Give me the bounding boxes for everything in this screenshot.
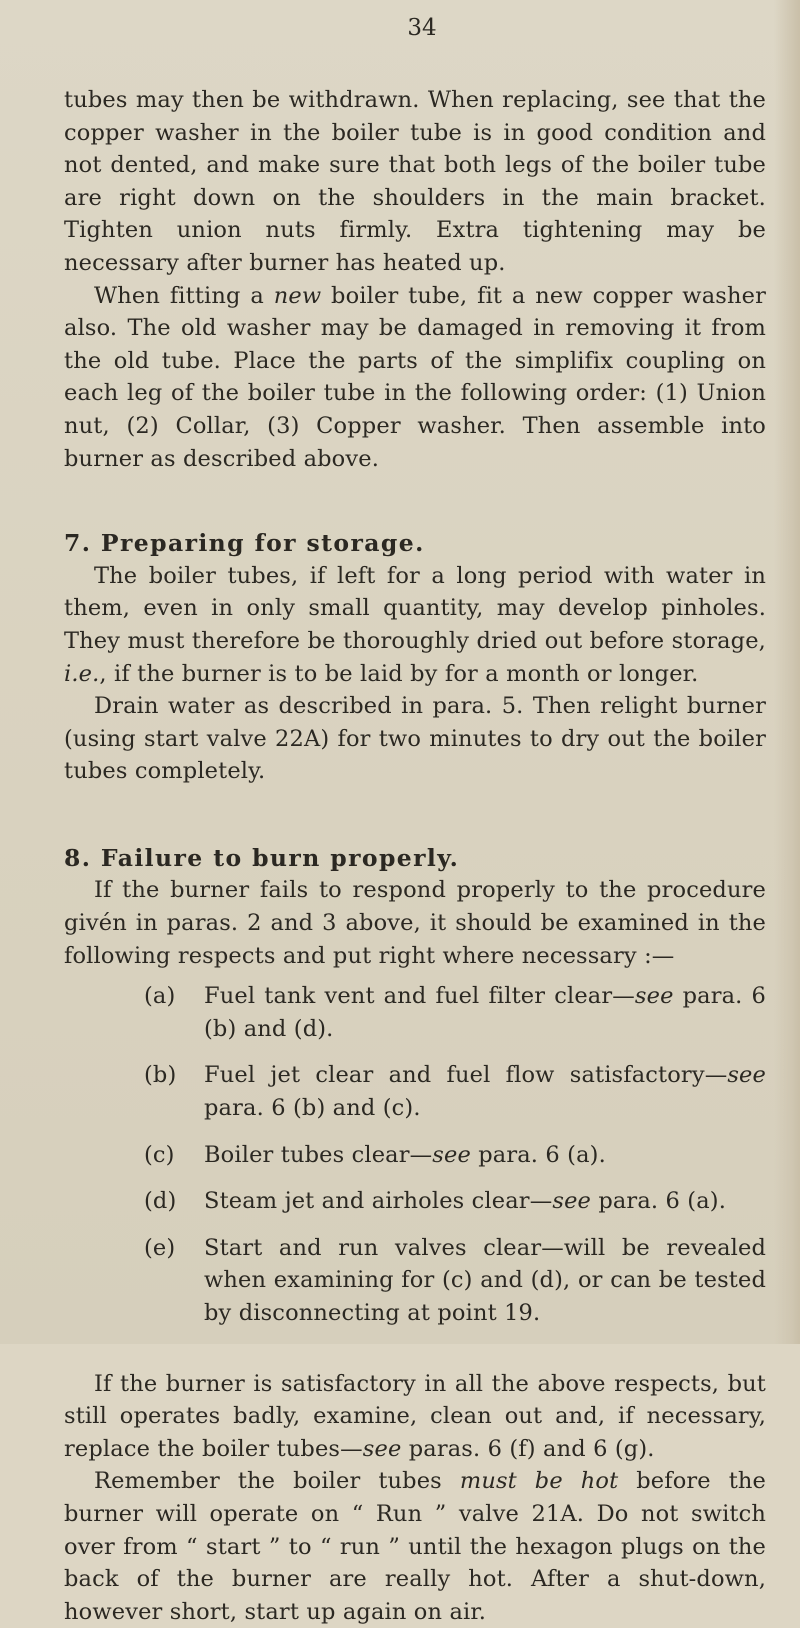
- intro-paragraph: tubes may then be withdrawn. When replacing, see that the copper washer in the boiler tube is in good condition and not dented, and make sure that both legs of the boiler tube are right down on the shoulders in the main bracket. Tighten union nuts firmly. Extra tightening may be necessary after burner has heated up.: [64, 87, 766, 276]
- section-8-heading: 8. Failure to burn properly.: [64, 843, 460, 872]
- check-list: [64, 980, 766, 1329]
- list-item-label: (c): [144, 1141, 175, 1168]
- new-tube-paragraph: When fitting a new boiler tube, fit a new copper washer also. The old washer may be damaged in removing it from the old tube. Place the parts of the simplifix coupling on each leg of the boiler tube in the following order: (1) Union nut, (2) Collar, (3) Copper washer. Then assemble into burner as described above.: [64, 282, 766, 472]
- list-item-label: (e): [144, 1234, 176, 1261]
- still-operates-badly-paragraph: If the burner is satisfactory in all the above respects, but still operates badly, examine, clean out and, if necessary, replace the boiler tubes—see paras. 6 (f) and 6 (g).: [64, 1370, 766, 1462]
- section-7-heading: 7. Preparing for storage.: [64, 529, 425, 558]
- list-item-label: (a): [144, 983, 176, 1010]
- page-number: 34: [407, 15, 437, 41]
- storage-paragraph-2: Drain water as described in para. 5. Then relight burner (using start valve 22A) for two minutes to dry out the boiler tubes completely.: [64, 693, 766, 785]
- list-item-label: (b): [144, 1062, 177, 1089]
- list-item: (e) Start and run valves clear—will be revealed when examining for (c) and (d), or can be tested by disconnecting at point 19.: [144, 1232, 766, 1330]
- list-item: (b) Fuel jet clear and fuel flow satisfactory—see para. 6 (b) and (c).: [144, 1059, 766, 1124]
- list-item: (d) Steam jet and airholes clear—see para. 6 (a).: [144, 1185, 766, 1218]
- remember-paragraph: Remember the boiler tubes must be hot before the burner will operate on “ Run ” valve 21A. Do not switch over from “ start ” to “ run ” until the hexagon plugs on the back of the burner are really hot. After a shut-down, however short, start up again on air.: [64, 1468, 766, 1625]
- page-edge-shadow: [774, 0, 800, 1344]
- list-item-label: (d): [144, 1188, 177, 1215]
- storage-paragraph-1: The boiler tubes, if left for a long period with water in them, even in only small quantity, may develop pinholes. They must therefore be thoroughly dried out before storage, i.e., if the burner is to be laid by for a month or longer.: [64, 562, 766, 687]
- failure-intro-paragraph: If the burner fails to respond properly to the procedure givén in paras. 2 and 3 above, it should be examined in the following respects and put right where necessary :—: [64, 877, 766, 969]
- list-item: (a) Fuel tank vent and fuel filter clear—see para. 6 (b) and (d).: [144, 980, 766, 1045]
- list-item: (c) Boiler tubes clear—see para. 6 (a).: [144, 1139, 766, 1172]
